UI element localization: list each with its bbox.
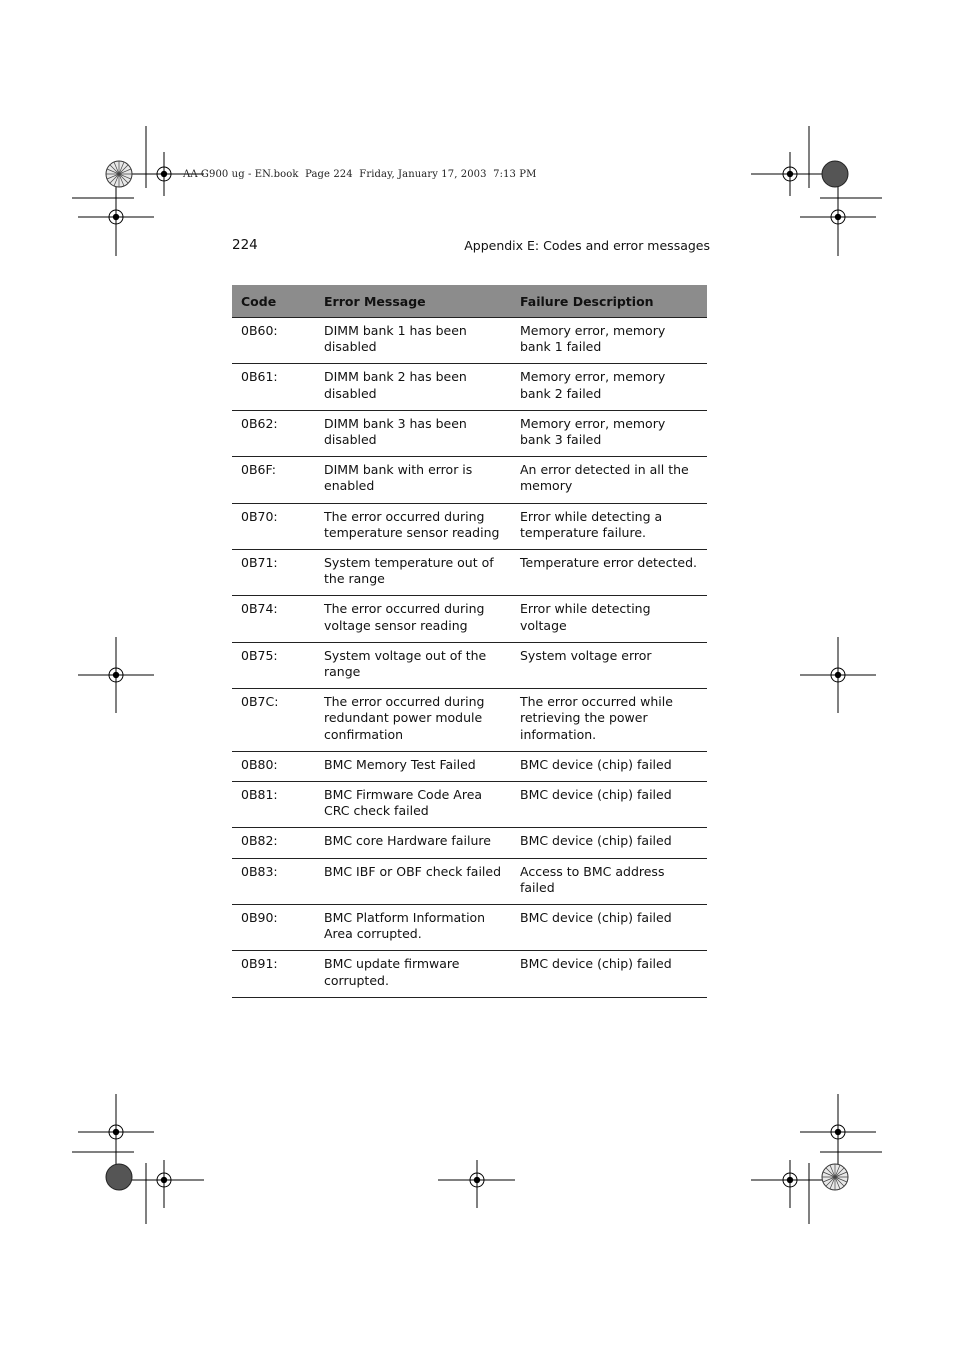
cell-failure-description: System voltage error bbox=[511, 642, 707, 688]
error-codes-table-container bbox=[232, 285, 707, 998]
table-row bbox=[232, 689, 707, 752]
cell-error-message: BMC IBF or OBF check failed bbox=[315, 858, 511, 904]
cell-error-message: BMC Platform Information Area corrupted. bbox=[315, 905, 511, 951]
cell-code: 0B81: bbox=[232, 782, 315, 828]
cell-failure-description: BMC device (chip) failed bbox=[511, 751, 707, 781]
cell-error-message: BMC core Hardware failure bbox=[315, 828, 511, 858]
cell-failure-description: Memory error, memory bank 3 failed bbox=[511, 410, 707, 456]
table-row bbox=[232, 828, 707, 858]
cell-error-message: The error occurred during voltage sensor reading bbox=[315, 596, 511, 642]
cell-code: 0B60: bbox=[232, 318, 315, 364]
table-row bbox=[232, 751, 707, 781]
cell-code: 0B91: bbox=[232, 951, 315, 997]
cell-code: 0B83: bbox=[232, 858, 315, 904]
cell-failure-description: BMC device (chip) failed bbox=[511, 951, 707, 997]
cell-failure-description: An error detected in all the memory bbox=[511, 457, 707, 503]
print-slug: AA G900 ug - EN.book Page 224 Friday, January 17, 2003 7:13 PM bbox=[183, 169, 537, 180]
table-row bbox=[232, 642, 707, 688]
cell-failure-description: Access to BMC address failed bbox=[511, 858, 707, 904]
table-row bbox=[232, 318, 707, 364]
cell-failure-description: Temperature error detected. bbox=[511, 550, 707, 596]
table-row bbox=[232, 782, 707, 828]
cell-error-message: DIMM bank 3 has been disabled bbox=[315, 410, 511, 456]
table-header-row bbox=[232, 285, 707, 318]
cell-failure-description: BMC device (chip) failed bbox=[511, 828, 707, 858]
cell-error-message: BMC Firmware Code Area CRC check failed bbox=[315, 782, 511, 828]
cell-code: 0B71: bbox=[232, 550, 315, 596]
cell-code: 0B74: bbox=[232, 596, 315, 642]
cell-failure-description: BMC device (chip) failed bbox=[511, 905, 707, 951]
cell-failure-description: Memory error, memory bank 2 failed bbox=[511, 364, 707, 410]
cell-code: 0B6F: bbox=[232, 457, 315, 503]
cell-error-message: DIMM bank with error is enabled bbox=[315, 457, 511, 503]
column-header-failure-description: Failure Description bbox=[511, 285, 707, 318]
cell-error-message: The error occurred during temperature sensor reading bbox=[315, 503, 511, 549]
table-row bbox=[232, 905, 707, 951]
cell-code: 0B82: bbox=[232, 828, 315, 858]
cell-error-message: System voltage out of the range bbox=[315, 642, 511, 688]
cell-failure-description: Error while detecting voltage bbox=[511, 596, 707, 642]
table-row bbox=[232, 596, 707, 642]
table-row bbox=[232, 410, 707, 456]
cell-code: 0B62: bbox=[232, 410, 315, 456]
cell-code: 0B70: bbox=[232, 503, 315, 549]
cell-error-message: System temperature out of the range bbox=[315, 550, 511, 596]
running-head: Appendix E: Codes and error messages bbox=[464, 238, 710, 253]
table-row bbox=[232, 364, 707, 410]
cell-code: 0B90: bbox=[232, 905, 315, 951]
cell-code: 0B61: bbox=[232, 364, 315, 410]
table-row bbox=[232, 951, 707, 997]
table-row bbox=[232, 457, 707, 503]
table-body bbox=[232, 318, 707, 998]
cell-error-message: BMC update firmware corrupted. bbox=[315, 951, 511, 997]
column-header-error-message: Error Message bbox=[315, 285, 511, 318]
page-number: 224 bbox=[232, 237, 258, 253]
error-codes-table bbox=[232, 285, 707, 998]
cell-failure-description: Error while detecting a temperature failure. bbox=[511, 503, 707, 549]
cell-failure-description: The error occurred while retrieving the power information. bbox=[511, 689, 707, 752]
cell-code: 0B75: bbox=[232, 642, 315, 688]
cell-error-message: DIMM bank 2 has been disabled bbox=[315, 364, 511, 410]
cell-code: 0B80: bbox=[232, 751, 315, 781]
cell-failure-description: BMC device (chip) failed bbox=[511, 782, 707, 828]
cell-error-message: DIMM bank 1 has been disabled bbox=[315, 318, 511, 364]
table-row bbox=[232, 858, 707, 904]
column-header-code: Code bbox=[232, 285, 315, 318]
cell-code: 0B7C: bbox=[232, 689, 315, 752]
cell-error-message: The error occurred during redundant power module confirmation bbox=[315, 689, 511, 752]
table-row bbox=[232, 503, 707, 549]
cell-failure-description: Memory error, memory bank 1 failed bbox=[511, 318, 707, 364]
table-row bbox=[232, 550, 707, 596]
cell-error-message: BMC Memory Test Failed bbox=[315, 751, 511, 781]
